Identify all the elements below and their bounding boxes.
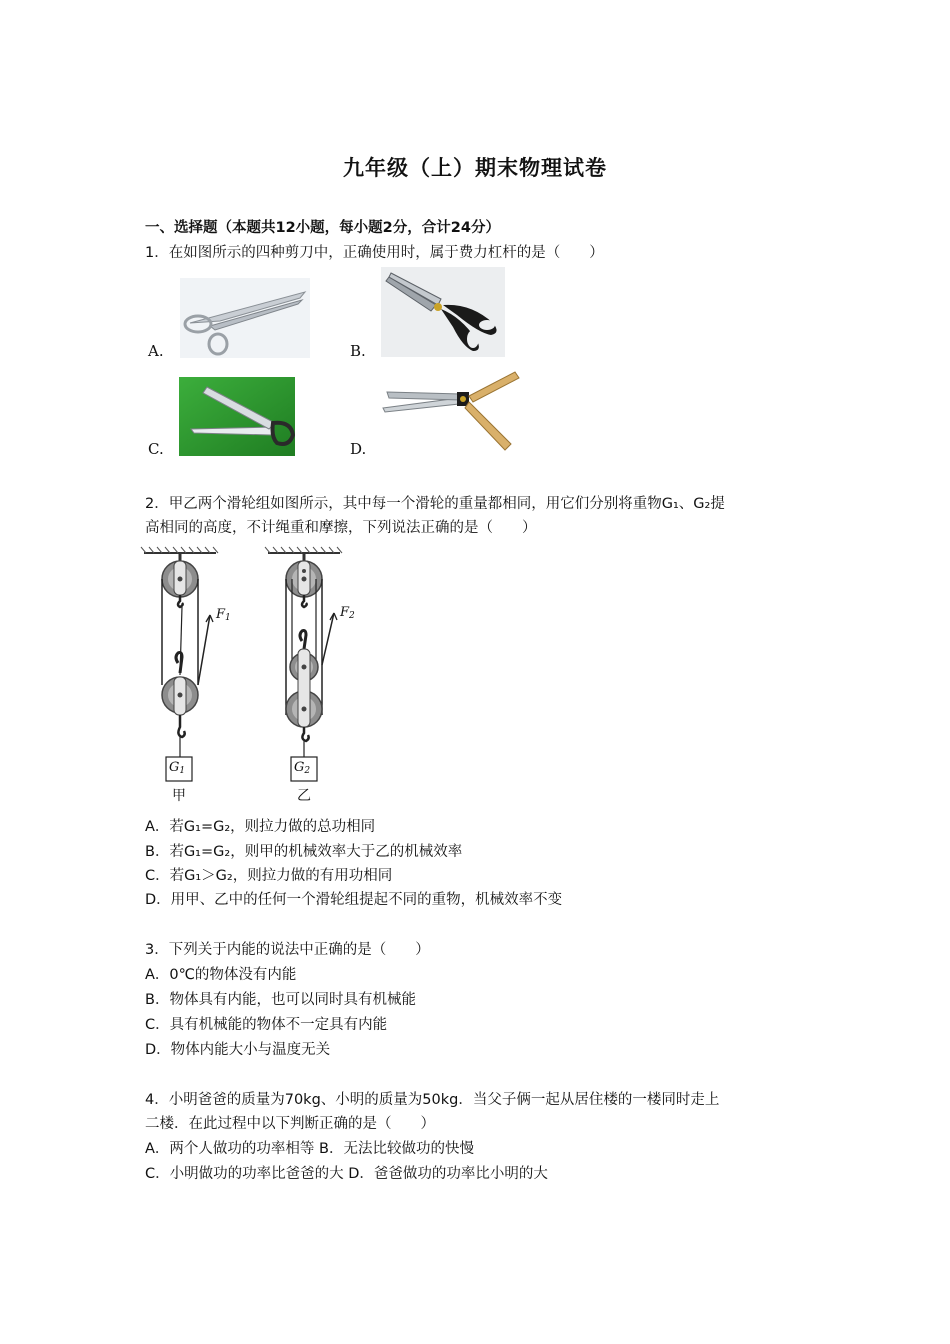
q2-option-c: C．若G₁＞G₂，则拉力做的有用功相同 — [145, 868, 393, 884]
force-label-f1: $F_1$ — [216, 607, 231, 623]
scissors-a-image — [180, 278, 310, 358]
weight-label-g1: $G_1$ — [169, 760, 186, 776]
q3-option-a: A．0℃的物体没有内能 — [145, 967, 297, 983]
force-label-f2: $F_2$ — [340, 605, 355, 621]
option-d-label: D. — [350, 440, 367, 458]
section-heading: 一、选择题（本题共12小题，每小题2分，合计24分） — [145, 220, 500, 236]
option-c-label: C. — [148, 440, 164, 458]
ceiling-left — [141, 547, 218, 553]
pulley-system-yi — [286, 553, 337, 781]
option-b-label: B. — [350, 342, 366, 360]
ceiling-right — [265, 547, 342, 553]
q2-option-d: D．用甲、乙中的任何一个滑轮组提起不同的重物，机械效率不变 — [145, 892, 563, 908]
pulley-system-jia — [162, 553, 213, 781]
scissors-c-image — [179, 377, 295, 456]
scissors-d-image — [381, 368, 521, 458]
scissors-b-image — [381, 267, 505, 357]
q3-option-d: D．物体内能大小与温度无关 — [145, 1042, 331, 1058]
diagram-caption-yi: 乙 — [297, 788, 311, 804]
q3-option-b: B．物体具有内能，也可以同时具有机械能 — [145, 992, 416, 1008]
q3-stem: 3．下列关于内能的说法中正确的是（ ） — [145, 942, 430, 958]
weight-label-g2: $G_2$ — [294, 760, 311, 776]
diagram-caption-jia: 甲 — [172, 788, 186, 804]
q4-stem-line2: 二楼．在此过程中以下判断正确的是（ ） — [145, 1116, 435, 1132]
q2-stem-line2: 高相同的高度，不计绳重和摩擦，下列说法正确的是（ ） — [145, 520, 537, 536]
q1-stem: 1．在如图所示的四种剪刀中，正确使用时，属于费力杠杆的是（ ） — [145, 245, 604, 261]
q3-option-c: C．具有机械能的物体不一定具有内能 — [145, 1017, 388, 1033]
option-a-label: A. — [148, 342, 164, 360]
q4-stem-line1: 4．小明爸爸的质量为70kg、小明的质量为50kg．当父子俩一起从居住楼的一楼同时走上 — [145, 1092, 720, 1108]
q4-options-cd: C．小明做功的功率比爸爸的大 D．爸爸做功的功率比小明的大 — [145, 1166, 548, 1182]
q2-option-a: A．若G₁=G₂，则拉力做的总功相同 — [145, 819, 376, 835]
page-title: 九年级（上）期末物理试卷 — [343, 156, 607, 180]
q4-options-ab: A．两个人做功的功率相等 B．无法比较做功的快慢 — [145, 1141, 474, 1157]
q2-option-b: B．若G₁=G₂，则甲的机械效率大于乙的机械效率 — [145, 844, 463, 860]
pulley-diagram — [140, 545, 370, 807]
q2-stem-line1: 2．甲乙两个滑轮组如图所示，其中每一个滑轮的重量都相同，用它们分别将重物G₁、G₂提 — [145, 496, 725, 512]
